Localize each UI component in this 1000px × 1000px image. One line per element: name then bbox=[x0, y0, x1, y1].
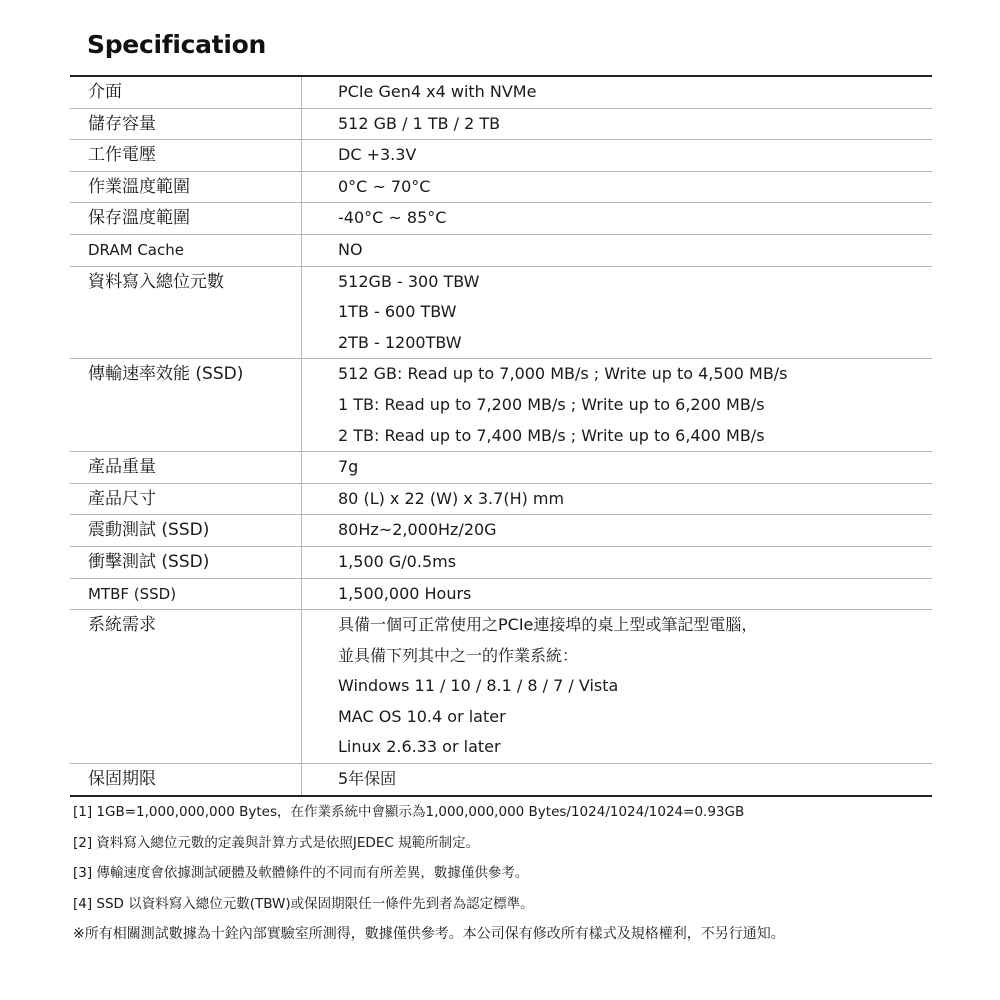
spec-values bbox=[302, 579, 932, 610]
spec-label: 震動測試 (SSD) bbox=[70, 515, 302, 546]
spec-row bbox=[70, 452, 932, 484]
spec-row bbox=[70, 235, 932, 267]
footnote: [2] 資料寫入總位元數的定義與計算方式是依照JEDEC 規範所制定。 bbox=[73, 834, 480, 851]
spec-value: 2 TB: Read up to 7,400 MB/s ; Write up to 6,400 MB/s bbox=[338, 425, 765, 445]
spec-row bbox=[70, 140, 932, 172]
spec-table bbox=[70, 75, 932, 797]
spec-values bbox=[302, 235, 932, 266]
spec-row bbox=[70, 484, 932, 516]
footnote: [4] SSD 以資料寫入總位元數(TBW)或保固期限任一條件先到者為認定標準。 bbox=[73, 895, 534, 912]
spec-value: 512 GB: Read up to 7,000 MB/s ; Write up to 4,500 MB/s bbox=[338, 364, 788, 384]
spec-value: 5年保固 bbox=[338, 769, 397, 789]
spec-label: 保固期限 bbox=[70, 764, 302, 795]
spec-value: 1,500,000 Hours bbox=[338, 583, 472, 603]
spec-values bbox=[302, 359, 932, 451]
spec-value: 512GB - 300 TBW bbox=[338, 271, 480, 291]
spec-values bbox=[302, 610, 932, 763]
spec-label: 資料寫入總位元數 bbox=[70, 267, 302, 359]
spec-value: 80 (L) x 22 (W) x 3.7(H) mm bbox=[338, 488, 565, 508]
spec-value: 1TB - 600 TBW bbox=[338, 302, 457, 322]
spec-value: Windows 11 / 10 / 8.1 / 8 / 7 / Vista bbox=[338, 676, 619, 696]
footnote: [1] 1GB=1,000,000,000 Bytes，在作業系統中會顯示為1,000,000,000 Bytes/1024/1024/1024=0.93GB bbox=[73, 804, 745, 820]
spec-value: 7g bbox=[338, 457, 359, 477]
spec-value: MAC OS 10.4 or later bbox=[338, 706, 506, 726]
spec-value: NO bbox=[338, 239, 363, 259]
spec-row bbox=[70, 515, 932, 547]
page-title: Specification bbox=[87, 30, 266, 59]
footnote: [3] 傳輸速度會依據測試硬體及軟體條件的不同而有所差異，數據僅供參考。 bbox=[73, 865, 529, 881]
spec-label: MTBF (SSD) bbox=[70, 579, 302, 610]
spec-label: DRAM Cache bbox=[70, 235, 302, 266]
spec-values bbox=[302, 140, 932, 171]
spec-row bbox=[70, 267, 932, 360]
spec-row bbox=[70, 77, 932, 109]
spec-label: 系統需求 bbox=[70, 610, 302, 763]
spec-value: 並具備下列其中之一的作業系統： bbox=[338, 645, 579, 665]
spec-values bbox=[302, 172, 932, 203]
spec-value: PCIe Gen4 x4 with NVMe bbox=[338, 82, 537, 101]
spec-values bbox=[302, 484, 932, 515]
spec-value: 1 TB: Read up to 7,200 MB/s ; Write up to 6,200 MB/s bbox=[338, 394, 765, 414]
spec-label: 產品尺寸 bbox=[70, 484, 302, 515]
spec-value: 0°C ~ 70°C bbox=[338, 176, 431, 196]
spec-value: 具備一個可正常使用之PCIe連接埠的桌上型或筆記型電腦， bbox=[338, 615, 758, 635]
spec-label: 傳輸速率效能 (SSD) bbox=[70, 359, 302, 451]
spec-row bbox=[70, 172, 932, 204]
spec-values bbox=[302, 267, 932, 359]
spec-label: 介面 bbox=[70, 77, 302, 108]
spec-values bbox=[302, 764, 932, 795]
footnotes bbox=[73, 797, 953, 950]
spec-label: 儲存容量 bbox=[70, 109, 302, 140]
spec-row bbox=[70, 359, 932, 452]
spec-values bbox=[302, 77, 932, 108]
spec-values bbox=[302, 109, 932, 140]
spec-label: 產品重量 bbox=[70, 452, 302, 483]
spec-value: 1,500 G/0.5ms bbox=[338, 551, 457, 571]
spec-values bbox=[302, 547, 932, 578]
spec-label: 保存溫度範圍 bbox=[70, 203, 302, 234]
spec-value: 2TB - 1200TBW bbox=[338, 332, 462, 352]
spec-label: 衝擊測試 (SSD) bbox=[70, 547, 302, 578]
spec-row bbox=[70, 203, 932, 235]
spec-row bbox=[70, 547, 932, 579]
spec-row bbox=[70, 764, 932, 795]
spec-values bbox=[302, 515, 932, 546]
spec-row bbox=[70, 579, 932, 611]
spec-value: DC +3.3V bbox=[338, 145, 417, 165]
spec-label: 工作電壓 bbox=[70, 140, 302, 171]
spec-value: 512 GB / 1 TB / 2 TB bbox=[338, 113, 501, 133]
spec-value: 80Hz~2,000Hz/20G bbox=[338, 520, 497, 540]
spec-row bbox=[70, 109, 932, 141]
spec-row bbox=[70, 610, 932, 764]
footnote: ※所有相關測試數據為十銓內部實驗室所測得，數據僅供參考。本公司保有修改所有樣式及規格權利，不另行通知。 bbox=[73, 926, 785, 942]
spec-value: -40°C ~ 85°C bbox=[338, 208, 447, 228]
spec-label: 作業溫度範圍 bbox=[70, 172, 302, 203]
spec-values bbox=[302, 452, 932, 483]
spec-value: Linux 2.6.33 or later bbox=[338, 737, 501, 757]
spec-values bbox=[302, 203, 932, 234]
